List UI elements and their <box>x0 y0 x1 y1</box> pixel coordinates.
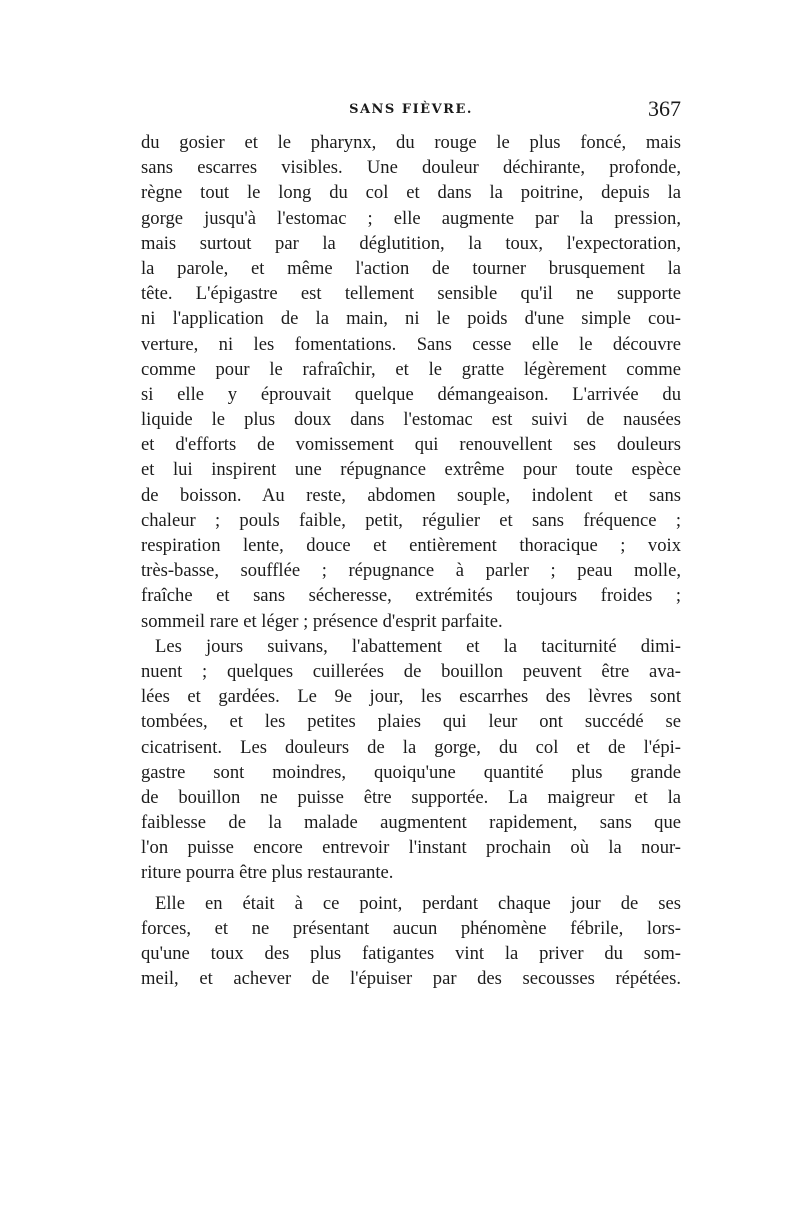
text-line: du gosier et le pharynx, du rouge le plus foncé, mais <box>141 132 681 153</box>
running-title: SANS FIÈVRE. <box>349 102 473 117</box>
text-line: forces, et ne présentant aucun phénomène fébrile, lors- <box>141 917 681 939</box>
text-line: gastre sont moindres, quoiqu'une quantité plus grande <box>141 761 681 783</box>
text-line: l'on puisse encore entrevoir l'instant prochain où la nour- <box>141 837 681 859</box>
text-line: qu'une toux des plus fatigantes vint la priver du som- <box>141 943 681 964</box>
text-line: riture pourra être plus restaurante. <box>141 862 394 884</box>
page-number: 367 <box>648 96 681 121</box>
text-line: mais surtout par la déglutition, la toux, l'expectoration, <box>141 232 681 254</box>
text-line: de bouillon ne puisse être supportée. La maigreur et la <box>141 786 681 808</box>
paragraph-start-line: Elle en était à ce point, perdant chaque jour de ses <box>155 892 681 914</box>
body-text <box>141 130 681 991</box>
text-line: ni l'application de la main, ni le poids d'une simple cou- <box>141 308 681 330</box>
text-line: de boisson. Au reste, abdomen souple, indolent et sans <box>141 484 681 506</box>
text-line: verture, ni les fomentations. Sans cesse elle le découvre <box>141 333 681 355</box>
text-line: la parole, et même l'action de tourner brusquement la <box>141 257 681 279</box>
text-line: fraîche et sans sécheresse, extrémités toujours froides ; <box>141 585 681 607</box>
text-line: comme pour le rafraîchir, et le gratte légèrement comme <box>141 358 681 380</box>
text-line: sommeil rare et léger ; présence d'esprit parfaite. <box>141 610 503 632</box>
text-line: liquide le plus doux dans l'estomac est suivi de nausées <box>141 409 681 431</box>
text-line: très-basse, soufflée ; répugnance à parler ; peau molle, <box>141 560 681 582</box>
text-line: lées et gardées. Le 9e jour, les escarrhes des lèvres sont <box>141 686 681 708</box>
text-line: respiration lente, douce et entièrement thoracique ; voix <box>141 535 681 556</box>
text-line: règne tout le long du col et dans la poitrine, depuis la <box>141 182 681 204</box>
text-line: et d'efforts de vomissement qui renouvellent ses douleurs <box>141 434 681 456</box>
text-line: gorge jusqu'à l'estomac ; elle augmente par la pression, <box>141 207 681 229</box>
text-line: tombées, et les petites plaies qui leur ont succédé se <box>141 711 681 733</box>
page-header <box>141 96 681 126</box>
text-line: tête. L'épigastre est tellement sensible qu'il ne supporte <box>141 283 681 305</box>
text-line: si elle y éprouvait quelque démangeaison. L'arrivée du <box>141 383 681 405</box>
text-line: et lui inspirent une répugnance extrême pour toute espèce <box>141 459 681 481</box>
text-line: sans escarres visibles. Une douleur déchirante, profonde, <box>141 157 681 179</box>
text-line: faiblesse de la malade augmentent rapidement, sans que <box>141 812 681 834</box>
text-line: nuent ; quelques cuillerées de bouillon peuvent être ava- <box>141 660 681 682</box>
text-line: meil, et achever de l'épuiser par des secousses répétées. <box>141 968 681 990</box>
text-line: cicatrisent. Les douleurs de la gorge, du col et de l'épi- <box>141 736 681 758</box>
paragraph-start-line: Les jours suivans, l'abattement et la taciturnité dimi- <box>155 635 681 657</box>
text-line: chaleur ; pouls faible, petit, régulier et sans fréquence ; <box>141 509 681 531</box>
